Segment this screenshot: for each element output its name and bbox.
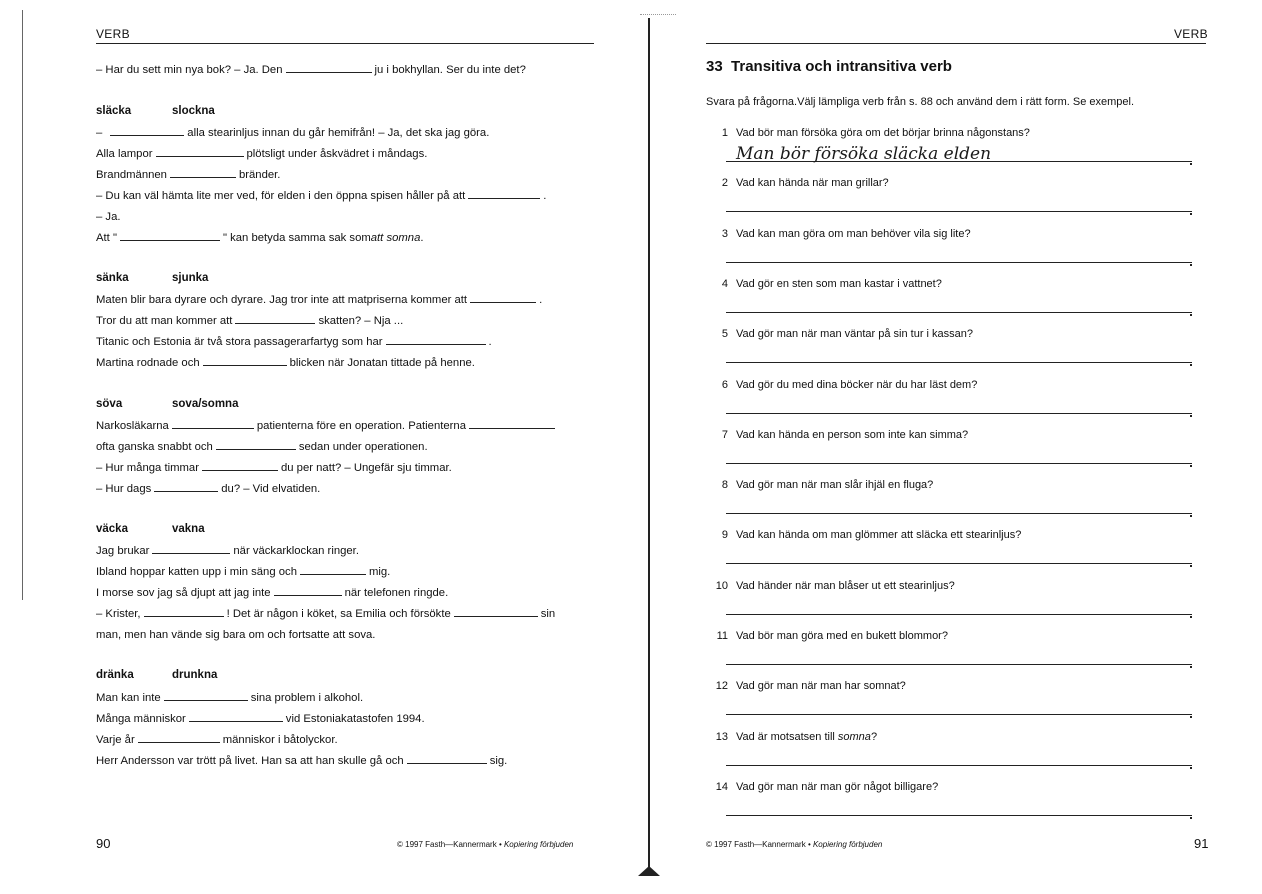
question-text: Vad kan hända när man grillar?: [736, 177, 889, 189]
answer-line[interactable]: [726, 312, 1192, 313]
answer-line[interactable]: [726, 463, 1192, 464]
question-number: 4: [721, 278, 728, 290]
question-number: 8: [721, 479, 728, 491]
question-number: 5: [721, 328, 728, 340]
question-item: [706, 479, 933, 491]
left-header: VERB: [96, 27, 130, 41]
exercise-line: – alla stearinljus innan du går hemifrån! – Ja, det ska jag göra.: [96, 127, 490, 139]
question-italic-word: somna: [837, 731, 871, 743]
question-number: 11: [716, 630, 728, 642]
verb-pair-heading: släcka slockna: [96, 105, 215, 117]
exercise-title: 33 Transitiva och intransitiva verb: [706, 58, 952, 75]
left-header-rule: [96, 43, 594, 44]
answer-line-period: [1190, 515, 1192, 517]
exercise-line: Många människor vid Estoniakatastofen 1994.: [96, 713, 425, 725]
question-item: [706, 781, 938, 793]
exercise-line: Maten blir bara dyrare och dyrare. Jag tror inte att matpriserna kommer att .: [96, 294, 543, 306]
answer-line-period: [1190, 364, 1192, 366]
exercise-line: Alla lampor plötsligt under åskvädret i måndags.: [96, 148, 428, 160]
verb-pair-heading: väcka vakna: [96, 523, 205, 535]
question-number: 10: [715, 580, 728, 592]
exercise-line: Jag brukar när väckarklockan ringer.: [96, 545, 359, 557]
answer-line[interactable]: [726, 563, 1192, 564]
example-answer-handwriting: Man bör försöka släcka elden: [736, 144, 992, 164]
answer-line[interactable]: [726, 614, 1192, 615]
answer-line-period: [1190, 163, 1192, 165]
question-text: Vad bör man göra med en bukett blommor?: [736, 630, 948, 642]
right-header: VERB: [1174, 27, 1208, 41]
page-number: 91: [1194, 836, 1209, 851]
exercise-line: ofta ganska snabbt och sedan under operationen.: [96, 441, 428, 453]
question-text: Vad gör man när man slår ihjäl en fluga?: [736, 479, 934, 491]
question-number: 2: [721, 177, 728, 189]
question-text: Vad bör man försöka göra om det börjar brinna någonstans?: [736, 127, 1030, 139]
copyright-notice: © 1997 Fasth—Kannermark • Kopiering förbjuden: [397, 840, 574, 849]
answer-line[interactable]: [726, 413, 1192, 414]
exercise-line: Man kan inte sina problem i alkohol.: [96, 692, 364, 704]
question-text: Vad kan hända om man glömmer att släcka ett stearinljus?: [736, 529, 1022, 541]
answer-line-period: [1190, 767, 1192, 769]
exercise-line: Ibland hoppar katten upp i min säng och mig.: [96, 566, 391, 578]
exercise-line: – Ja.: [96, 211, 121, 223]
answer-line[interactable]: [726, 262, 1192, 263]
exercise-line: Brandmännen bränder.: [96, 169, 281, 181]
question-item: [706, 680, 906, 692]
answer-line[interactable]: [726, 362, 1192, 363]
question-number: 14: [715, 781, 728, 793]
answer-line-period: [1190, 716, 1192, 718]
exercise-line: Varje år människor i båtolyckor.: [96, 734, 338, 746]
right-header-rule: [706, 43, 1206, 44]
exercise-line: I morse sov jag så djupt att jag inte när telefonen ringde.: [96, 587, 449, 599]
page-edge-mark: [22, 10, 23, 600]
question-text: Vad kan man göra om man behöver vila sig lite?: [736, 228, 971, 240]
question-number: 6: [721, 379, 728, 391]
question-text: Vad kan hända en person som inte kan simma?: [736, 429, 969, 441]
answer-line[interactable]: [726, 765, 1192, 766]
answer-line-period: [1190, 565, 1192, 567]
answer-line[interactable]: [726, 211, 1192, 212]
right-page: [650, 0, 1262, 894]
page-number: 90: [96, 836, 111, 851]
question-number: 3: [721, 228, 728, 240]
exercise-line: Att " " kan betyda samma sak somatt somna.: [96, 232, 424, 244]
exercise-line: – Du kan väl hämta lite mer ved, för elden i den öppna spisen håller på att .: [96, 190, 547, 202]
question-text: Vad gör man när man väntar på sin tur i kassan?: [736, 328, 974, 340]
answer-line-period: [1190, 616, 1192, 618]
question-item: [706, 429, 968, 441]
exercise-line: Tror du att man kommer att skatten? – Nja ...: [96, 315, 404, 327]
exercise-line: Narkosläkarna patienterna före en operation. Patienterna: [96, 419, 558, 433]
question-text: Vad gör en sten som man kastar i vattnet?: [736, 278, 942, 290]
answer-line[interactable]: [726, 664, 1192, 665]
exercise-line: – Hur dags du? – Vid elvatiden.: [96, 483, 321, 495]
question-text: Vad händer när man blåser ut ett stearinljus?: [736, 580, 955, 592]
question-number: 9: [721, 529, 728, 541]
answer-line-period: [1190, 666, 1192, 668]
question-item: [706, 328, 973, 340]
exercise-line: – Krister, ! Det är någon i köket, sa Emilia och försökte sin: [96, 608, 556, 620]
answer-line[interactable]: [726, 714, 1192, 715]
exercise-line: Titanic och Estonia är två stora passagerarfartyg som har .: [96, 336, 492, 348]
question-number: 12: [715, 680, 728, 692]
question-item: [706, 580, 955, 592]
answer-line-period: [1190, 817, 1192, 819]
question-suffix: ?: [870, 731, 878, 743]
intro-line: – Har du sett min nya bok? – Ja. Den ju i bokhyllan. Ser du inte det?: [96, 64, 526, 76]
verb-pair-heading: sänka sjunka: [96, 272, 209, 284]
exercise-line: man, men han vände sig bara om och fortsatte att sova.: [96, 629, 376, 641]
question-item: [706, 731, 877, 743]
question-text: Vad är motsatsen till: [736, 731, 838, 743]
question-item: [706, 127, 1030, 139]
question-item: [706, 177, 889, 189]
question-text: Vad gör man när man gör något billigare?: [736, 781, 939, 793]
exercise-line: Martina rodnade och blicken när Jonatan tittade på henne.: [96, 357, 475, 369]
exercise-line: Herr Andersson var trött på livet. Han sa att han skulle gå och sig.: [96, 755, 508, 767]
exercise-instruction: Svara på frågorna.Välj lämpliga verb från s. 88 och använd dem i rätt form. Se exempel.: [706, 96, 1134, 108]
question-item: [706, 278, 942, 290]
answer-line-period: [1190, 415, 1192, 417]
question-number: 13: [715, 731, 728, 743]
answer-line[interactable]: [726, 815, 1192, 816]
verb-pair-heading: dränka drunkna: [96, 669, 218, 681]
question-item: [706, 379, 977, 391]
copyright-notice: © 1997 Fasth—Kannermark • Kopiering förbjuden: [706, 840, 883, 849]
question-item: [706, 529, 1021, 541]
verb-pair-heading: söva sova/somna: [96, 398, 239, 410]
answer-line-period: [1190, 264, 1192, 266]
answer-line[interactable]: [726, 513, 1192, 514]
question-item: [706, 228, 971, 240]
question-text: Vad gör man när man har somnat?: [736, 680, 906, 692]
question-text: Vad gör du med dina böcker när du har läst dem?: [736, 379, 978, 391]
answer-line-period: [1190, 314, 1192, 316]
question-number: 1: [721, 127, 728, 139]
exercise-line: – Hur många timmar du per natt? – Ungefär sju timmar.: [96, 462, 452, 474]
answer-line-period: [1190, 465, 1192, 467]
question-number: 7: [721, 429, 728, 441]
answer-line-period: [1190, 213, 1192, 215]
question-item: [706, 630, 948, 642]
